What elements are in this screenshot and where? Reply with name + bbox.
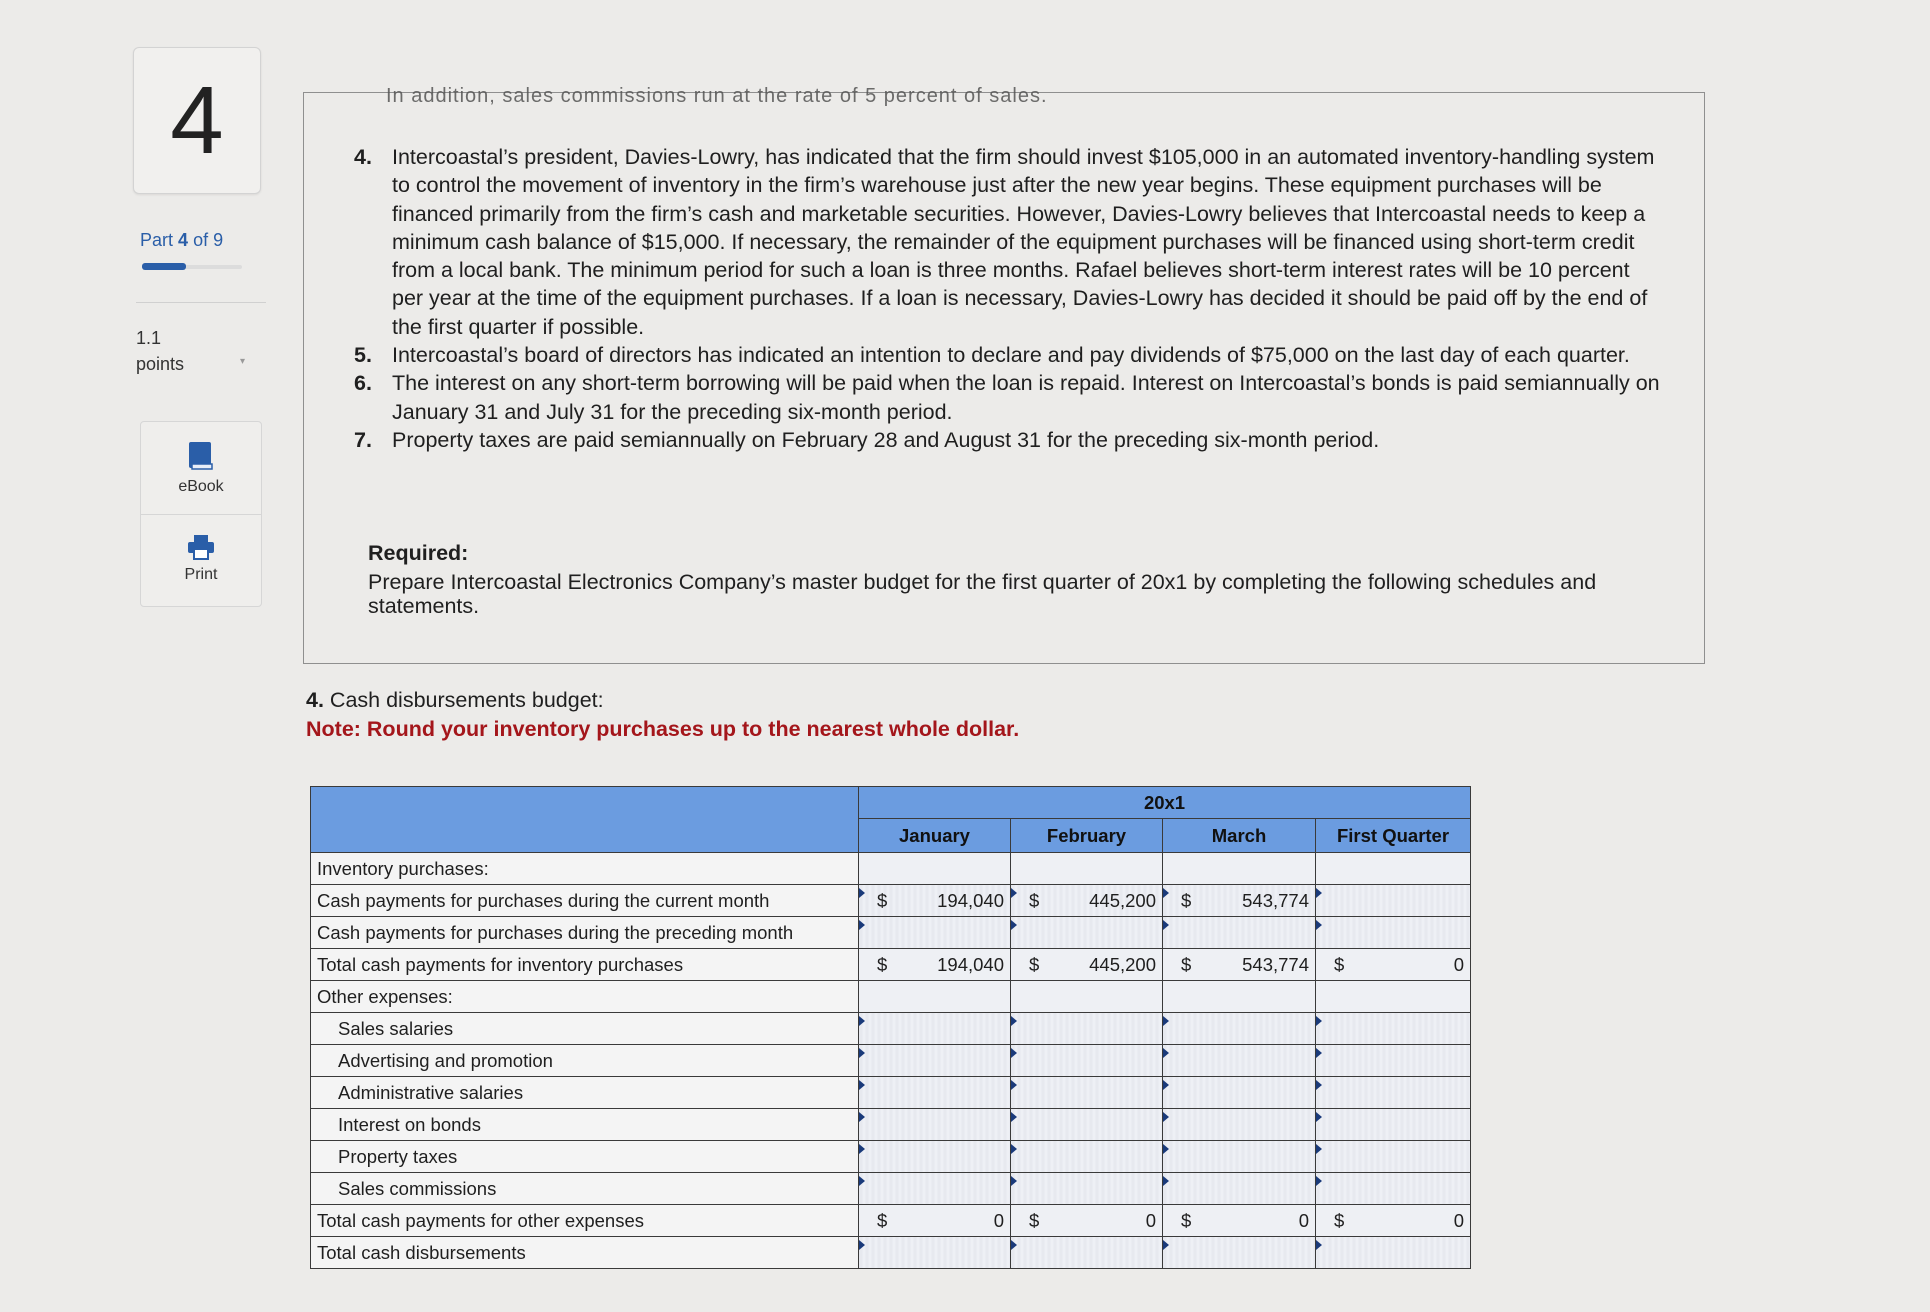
points-caret-icon[interactable]: ▾ [240,356,246,367]
rail-divider [136,302,266,303]
points-value: 1.1 [136,328,162,348]
total-other-quarter: $ 0 [1316,1205,1471,1237]
question-number: 4 [133,47,261,194]
part-progress-bar [142,263,242,270]
total-disb-quarter-input[interactable] [1316,1237,1471,1269]
printer-icon [186,534,216,560]
interest-bonds-january-input[interactable] [859,1109,1011,1141]
row-label: Sales salaries [311,1013,859,1045]
row-label: Sales commissions [311,1173,859,1205]
admin-salaries-february-input[interactable] [1011,1077,1163,1109]
prev-month-quarter-input[interactable] [1316,917,1471,949]
cur-month-january-input[interactable]: $ 194,040 [859,885,1011,917]
table-row [311,1205,1471,1237]
row-label: Administrative salaries [311,1077,859,1109]
advertising-january-input[interactable] [859,1045,1011,1077]
print-button[interactable]: Print [141,534,261,584]
advertising-february-input[interactable] [1011,1045,1163,1077]
table-row [311,917,1471,949]
total-disb-march-input[interactable] [1163,1237,1316,1269]
total-other-january: $ 0 [859,1205,1011,1237]
problem-items [354,143,1664,454]
part-indicator: Part 4 of 9 [140,230,224,250]
table-row [311,981,1471,1013]
total-other-february: $ 0 [1011,1205,1163,1237]
list-item: 6. The interest on any short-term borrowing will be paid when the loan is repaid. Interest on Intercoastal’s bonds is paid semiannually on January 31 and July 31 for the preceding six-month period. [354,371,1660,424]
table-corner-header [311,787,859,853]
property-taxes-quarter-input[interactable] [1316,1141,1471,1173]
table-row [311,1237,1471,1269]
tool-panel [140,421,262,607]
admin-salaries-quarter-input[interactable] [1316,1077,1471,1109]
row-label: Inventory purchases: [311,853,859,885]
row-label: Cash payments for purchases during the preceding month [311,917,859,949]
row-label: Interest on bonds [311,1109,859,1141]
book-icon [187,440,215,472]
row-label: Property taxes [311,1141,859,1173]
row-label: Total cash disbursements [311,1237,859,1269]
table-row [311,949,1471,981]
required-text: Prepare Intercoastal Electronics Company’s master budget for the first quarter of 20x1 by completing the following schedules and statements. [368,570,1597,618]
total-inv-march: $ 543,774 [1163,949,1316,981]
sales-commissions-march-input[interactable] [1163,1173,1316,1205]
table-row [311,1013,1471,1045]
col-header-march: March [1163,819,1316,853]
ebook-button[interactable]: eBook [141,440,261,496]
problem-statement [303,85,1705,664]
prev-month-february-input[interactable] [1011,917,1163,949]
property-taxes-february-input[interactable] [1011,1141,1163,1173]
table-row [311,1141,1471,1173]
total-inv-january: $ 194,040 [859,949,1011,981]
sales-commissions-january-input[interactable] [859,1173,1011,1205]
section-note: Note: Round your inventory purchases up to the nearest whole dollar. [306,717,1020,741]
interest-bonds-quarter-input[interactable] [1316,1109,1471,1141]
cut-off-text: In addition, sales commissions run at the rate of 5 percent of sales. [386,85,1048,107]
admin-salaries-january-input[interactable] [859,1077,1011,1109]
sales-salaries-january-input[interactable] [859,1013,1011,1045]
list-item: 5. Intercoastal’s board of directors has indicated an intention to declare and pay dividends of $75,000 on the last day of each quarter. [354,343,1630,368]
sales-commissions-february-input[interactable] [1011,1173,1163,1205]
year-header: 20x1 [859,787,1471,819]
sales-commissions-quarter-input[interactable] [1316,1173,1471,1205]
cur-month-february-input[interactable]: $ 445,200 [1011,885,1163,917]
total-other-march: $ 0 [1163,1205,1316,1237]
prev-month-march-input[interactable] [1163,917,1316,949]
part-progress-fill [142,263,186,270]
admin-salaries-march-input[interactable] [1163,1077,1316,1109]
row-label: Total cash payments for inventory purchases [311,949,859,981]
points-label: points [136,354,185,374]
row-label: Advertising and promotion [311,1045,859,1077]
list-item: 4. Intercoastal’s president, Davies-Lowry, has indicated that the firm should invest $105,000 in an automated inventory-handling system to control the movement of inventory in the firm’s warehouse just after the new year begins. These equipment purchases will be financed primarily from the firm’s cash and marketable securities. However, Davies-Lowry believes that Intercoastal needs to keep a minimum cash balance of $15,000. If necessary, the remainder of the equipment purchases will be financed using short-term credit from a local bank. The minimum period for such a loan is three months. Rafael believes short-term interest rates will be 10 percent per year at the time of the equipment purchases. If a loan is necessary, Davies-Lowry has decided it should be paid off by the end of the first quarter if possible. [354,145,1655,339]
interest-bonds-february-input[interactable] [1011,1109,1163,1141]
section-title: 4. Cash disbursements budget: [306,688,604,712]
table-row [311,853,1471,885]
table-row [311,885,1471,917]
table-row [311,1109,1471,1141]
property-taxes-january-input[interactable] [859,1141,1011,1173]
prev-month-january-input[interactable] [859,917,1011,949]
required-heading: Required: [368,541,469,565]
interest-bonds-march-input[interactable] [1163,1109,1316,1141]
total-disb-february-input[interactable] [1011,1237,1163,1269]
property-taxes-march-input[interactable] [1163,1141,1316,1173]
total-inv-quarter: $ 0 [1316,949,1471,981]
list-item: 7. Property taxes are paid semiannually on February 28 and August 31 for the preceding six-month period. [354,427,1380,452]
cur-month-quarter-input[interactable] [1316,885,1471,917]
col-header-february: February [1011,819,1163,853]
sales-salaries-february-input[interactable] [1011,1013,1163,1045]
sales-salaries-quarter-input[interactable] [1316,1013,1471,1045]
advertising-quarter-input[interactable] [1316,1045,1471,1077]
col-header-first-quarter: First Quarter [1316,819,1471,853]
total-disb-january-input[interactable] [859,1237,1011,1269]
cur-month-march-input[interactable]: $ 543,774 [1163,885,1316,917]
sales-salaries-march-input[interactable] [1163,1013,1316,1045]
table-row [311,1045,1471,1077]
row-label: Other expenses: [311,981,859,1013]
col-header-january: January [859,819,1011,853]
row-label: Total cash payments for other expenses [311,1205,859,1237]
row-label: Cash payments for purchases during the current month [311,885,859,917]
table-row [311,1173,1471,1205]
cash-disbursements-table [310,786,1471,1269]
table-row [311,1077,1471,1109]
advertising-march-input[interactable] [1163,1045,1316,1077]
total-inv-february: $ 445,200 [1011,949,1163,981]
